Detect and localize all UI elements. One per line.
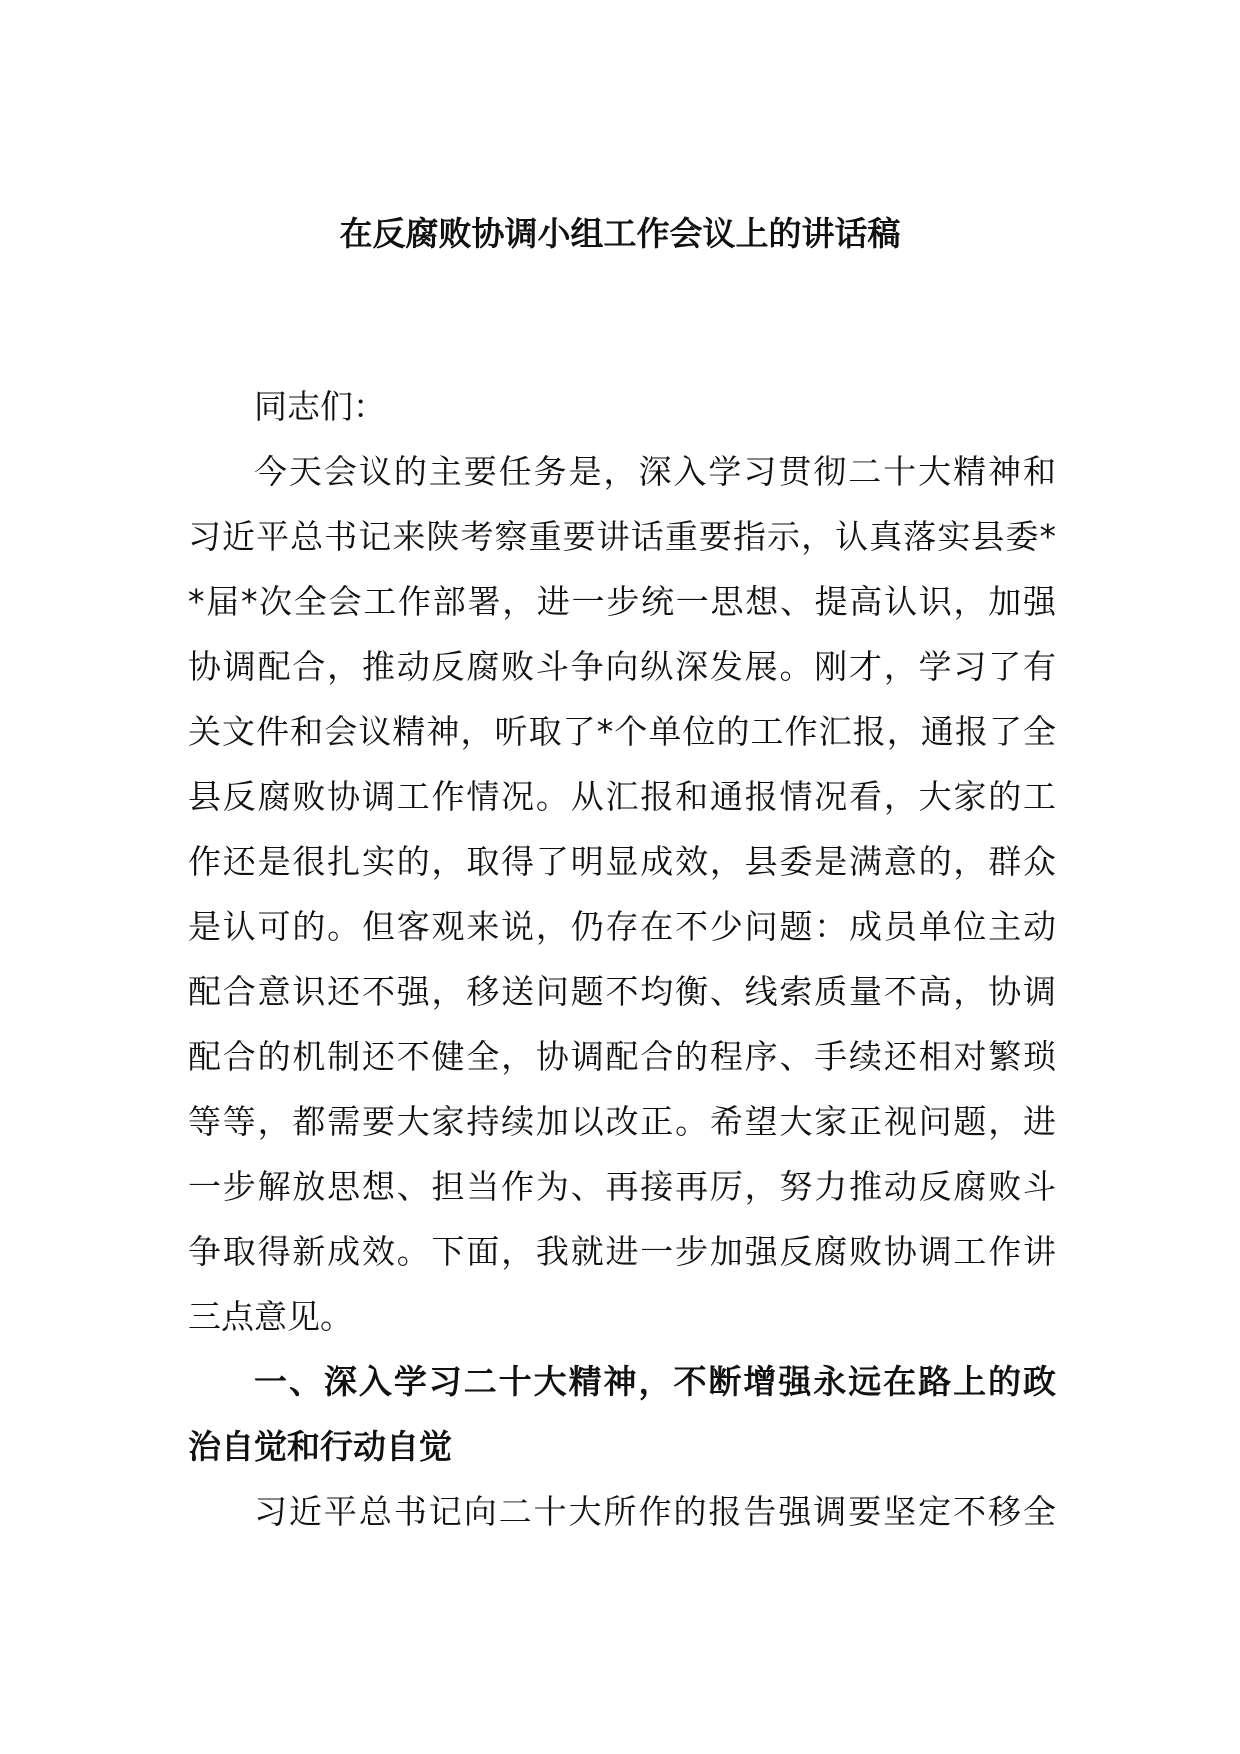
paragraph-section-1 [188, 1479, 1056, 1544]
greeting-line: 同志们： [254, 387, 386, 426]
paragraph-line: 一步解放思想、担当作为、再接再厉，努力推动反腐败斗 [188, 1167, 1056, 1206]
paragraph-line: 是认可的。但客观来说，仍存在不少问题：成员单位主动 [188, 907, 1056, 946]
paragraph-line: 配合意识还不强，移送问题不均衡、线索质量不高，协调 [188, 972, 1056, 1011]
paragraph-line: *届*次全会工作部署，进一步统一思想、提高认识，加强 [188, 582, 1056, 621]
paragraph-line: 协调配合，推动反腐败斗争向纵深发展。刚才，学习了有 [188, 647, 1056, 686]
paragraph-line: 争取得新成效。下面，我就进一步加强反腐败协调工作讲 [188, 1232, 1056, 1271]
paragraph-intro [188, 439, 1056, 1349]
paragraph-line: 县反腐败协调工作情况。从汇报和通报情况看，大家的工 [188, 777, 1056, 816]
document-title: 在反腐败协调小组工作会议上的讲话稿 [339, 214, 901, 253]
paragraph-line: 作还是很扎实的，取得了明显成效，县委是满意的，群众 [188, 842, 1056, 881]
heading-line: 一、深入学习二十大精神，不断增强永远在路上的政 [254, 1362, 1056, 1401]
heading-line: 治自觉和行动自觉 [188, 1427, 452, 1466]
paragraph-line: 配合的机制还不健全，协调配合的程序、手续还相对繁琐 [188, 1037, 1056, 1076]
paragraph-line: 等等，都需要大家持续加以改正。希望大家正视问题，进 [188, 1102, 1056, 1141]
paragraph-line: 习近平总书记来陕考察重要讲话重要指示，认真落实县委* [188, 517, 1056, 556]
paragraph-line: 关文件和会议精神，听取了*个单位的工作汇报，通报了全 [188, 712, 1056, 751]
paragraph-line: 习近平总书记向二十大所作的报告强调要坚定不移全 [254, 1492, 1056, 1531]
paragraph-line: 今天会议的主要任务是，深入学习贯彻二十大精神和 [254, 452, 1056, 491]
paragraph-line: 三点意见。 [188, 1297, 353, 1336]
greeting [188, 374, 1056, 439]
section-heading-1 [188, 1349, 1056, 1479]
document-body [188, 374, 1056, 1544]
